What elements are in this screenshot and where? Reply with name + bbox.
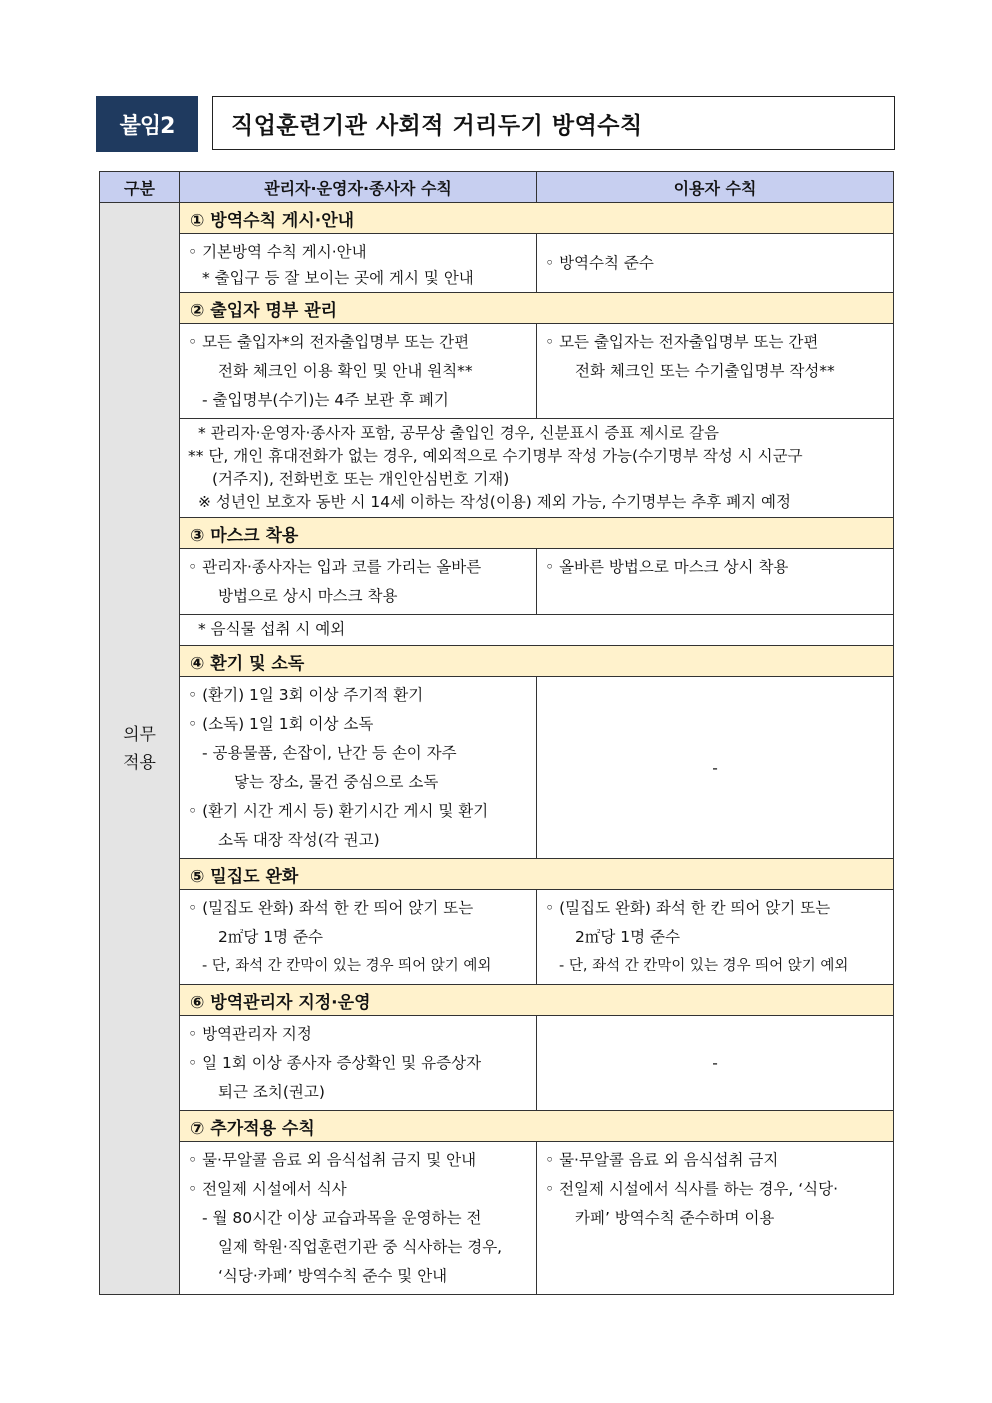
section-title: ② 출입자 명부 관리 xyxy=(180,293,894,324)
user-rules-cell: - xyxy=(537,1016,894,1111)
table-header-row xyxy=(100,172,894,203)
header xyxy=(96,96,897,152)
manager-rules-cell: ◦ 물·무알콜 음료 외 음식섭취 금지 및 안내 ◦ 전일제 시설에서 식사 - 월 80시간 이상 교습과목을 운영하는 전 일제 학원·직업훈련기관 중 식사하는 경우, ‘식당·카페’ 방역수칙 준수 및 안내 xyxy=(180,1142,537,1295)
notes-cell: * 음식물 섭취 시 예외 xyxy=(180,615,894,646)
section-title: ① 방역수칙 게시·안내 xyxy=(180,203,894,234)
user-rules-cell: - xyxy=(537,677,894,859)
header-manager-rules: 관리자·운영자·종사자 수칙 xyxy=(180,172,537,203)
user-rules-cell: ◦ 방역수칙 준수 xyxy=(537,234,894,293)
section-title: ⑤ 밀집도 완화 xyxy=(180,859,894,890)
manager-rules-cell: ◦ 방역관리자 지정 ◦ 일 1회 이상 종사자 증상확인 및 유증상자 퇴근 조치(권고) xyxy=(180,1016,537,1111)
user-rules-cell: ◦ 올바른 방법으로 마스크 상시 착용 xyxy=(537,549,894,615)
user-rules-cell: ◦ 물·무알콜 음료 외 음식섭취 금지 ◦ 전일제 시설에서 식사를 하는 경우, ‘식당· 카페’ 방역수칙 준수하며 이용 xyxy=(537,1142,894,1295)
manager-rules-cell: ◦ 기본방역 수칙 게시·안내 * 출입구 등 잘 보이는 곳에 게시 및 안내 xyxy=(180,234,537,293)
section-title: ④ 환기 및 소독 xyxy=(180,646,894,677)
manager-rules-cell: ◦ (밀집도 완화) 좌석 한 칸 띄어 앉기 또는 2㎡당 1명 준수 - 단, 좌석 간 칸막이 있는 경우 띄어 앉기 예외 xyxy=(180,890,537,985)
header-user-rules: 이용자 수칙 xyxy=(537,172,894,203)
page-title: 직업훈련기관 사회적 거리두기 방역수칙 xyxy=(212,96,895,150)
attachment-badge: 붙임2 xyxy=(96,96,198,152)
section-title: ⑦ 추가적용 수칙 xyxy=(180,1111,894,1142)
manager-rules-cell: ◦ 모든 출입자*의 전자출입명부 또는 간편 전화 체크인 이용 확인 및 안내 원칙** - 출입명부(수기)는 4주 보관 후 폐기 xyxy=(180,324,537,419)
notes-cell: * 관리자·운영자·종사자 포함, 공무상 출입인 경우, 신분표시 증표 제시로 갈음 ** 단, 개인 휴대전화가 없는 경우, 예외적으로 수기명부 작성 가능(수기명부 작성 시 시군구 (거주지), 전화번호 또는 개인안심번호 기재) ※ 성년인 보호자 동반 시 14세 이하는 작성(이용) 제외 가능, 수기명부는 추후 폐지 예정 xyxy=(180,419,894,518)
section-title: ③ 마스크 착용 xyxy=(180,518,894,549)
header-category: 구분 xyxy=(100,172,180,203)
manager-rules-cell: ◦ (환기) 1일 3회 이상 주기적 환기 ◦ (소독) 1일 1회 이상 소독 - 공용물품, 손잡이, 난간 등 손이 자주 닿는 장소, 물건 중심으로 소독 ◦ (환기 시간 게시 등) 환기시간 게시 및 환기 소독 대장 작성(각 권고) xyxy=(180,677,537,859)
manager-rules-cell: ◦ 관리자·종사자는 입과 코를 가리는 올바른 방법으로 상시 마스크 착용 xyxy=(180,549,537,615)
section-title: ⑥ 방역관리자 지정·운영 xyxy=(180,985,894,1016)
user-rules-cell: ◦ (밀집도 완화) 좌석 한 칸 띄어 앉기 또는 2㎡당 1명 준수 - 단, 좌석 간 칸막이 있는 경우 띄어 앉기 예외 xyxy=(537,890,894,985)
category-cell: 의무 적용 xyxy=(100,203,180,1295)
user-rules-cell: ◦ 모든 출입자는 전자출입명부 또는 간편 전화 체크인 또는 수기출입명부 작성** xyxy=(537,324,894,419)
rules-table xyxy=(99,171,894,1295)
